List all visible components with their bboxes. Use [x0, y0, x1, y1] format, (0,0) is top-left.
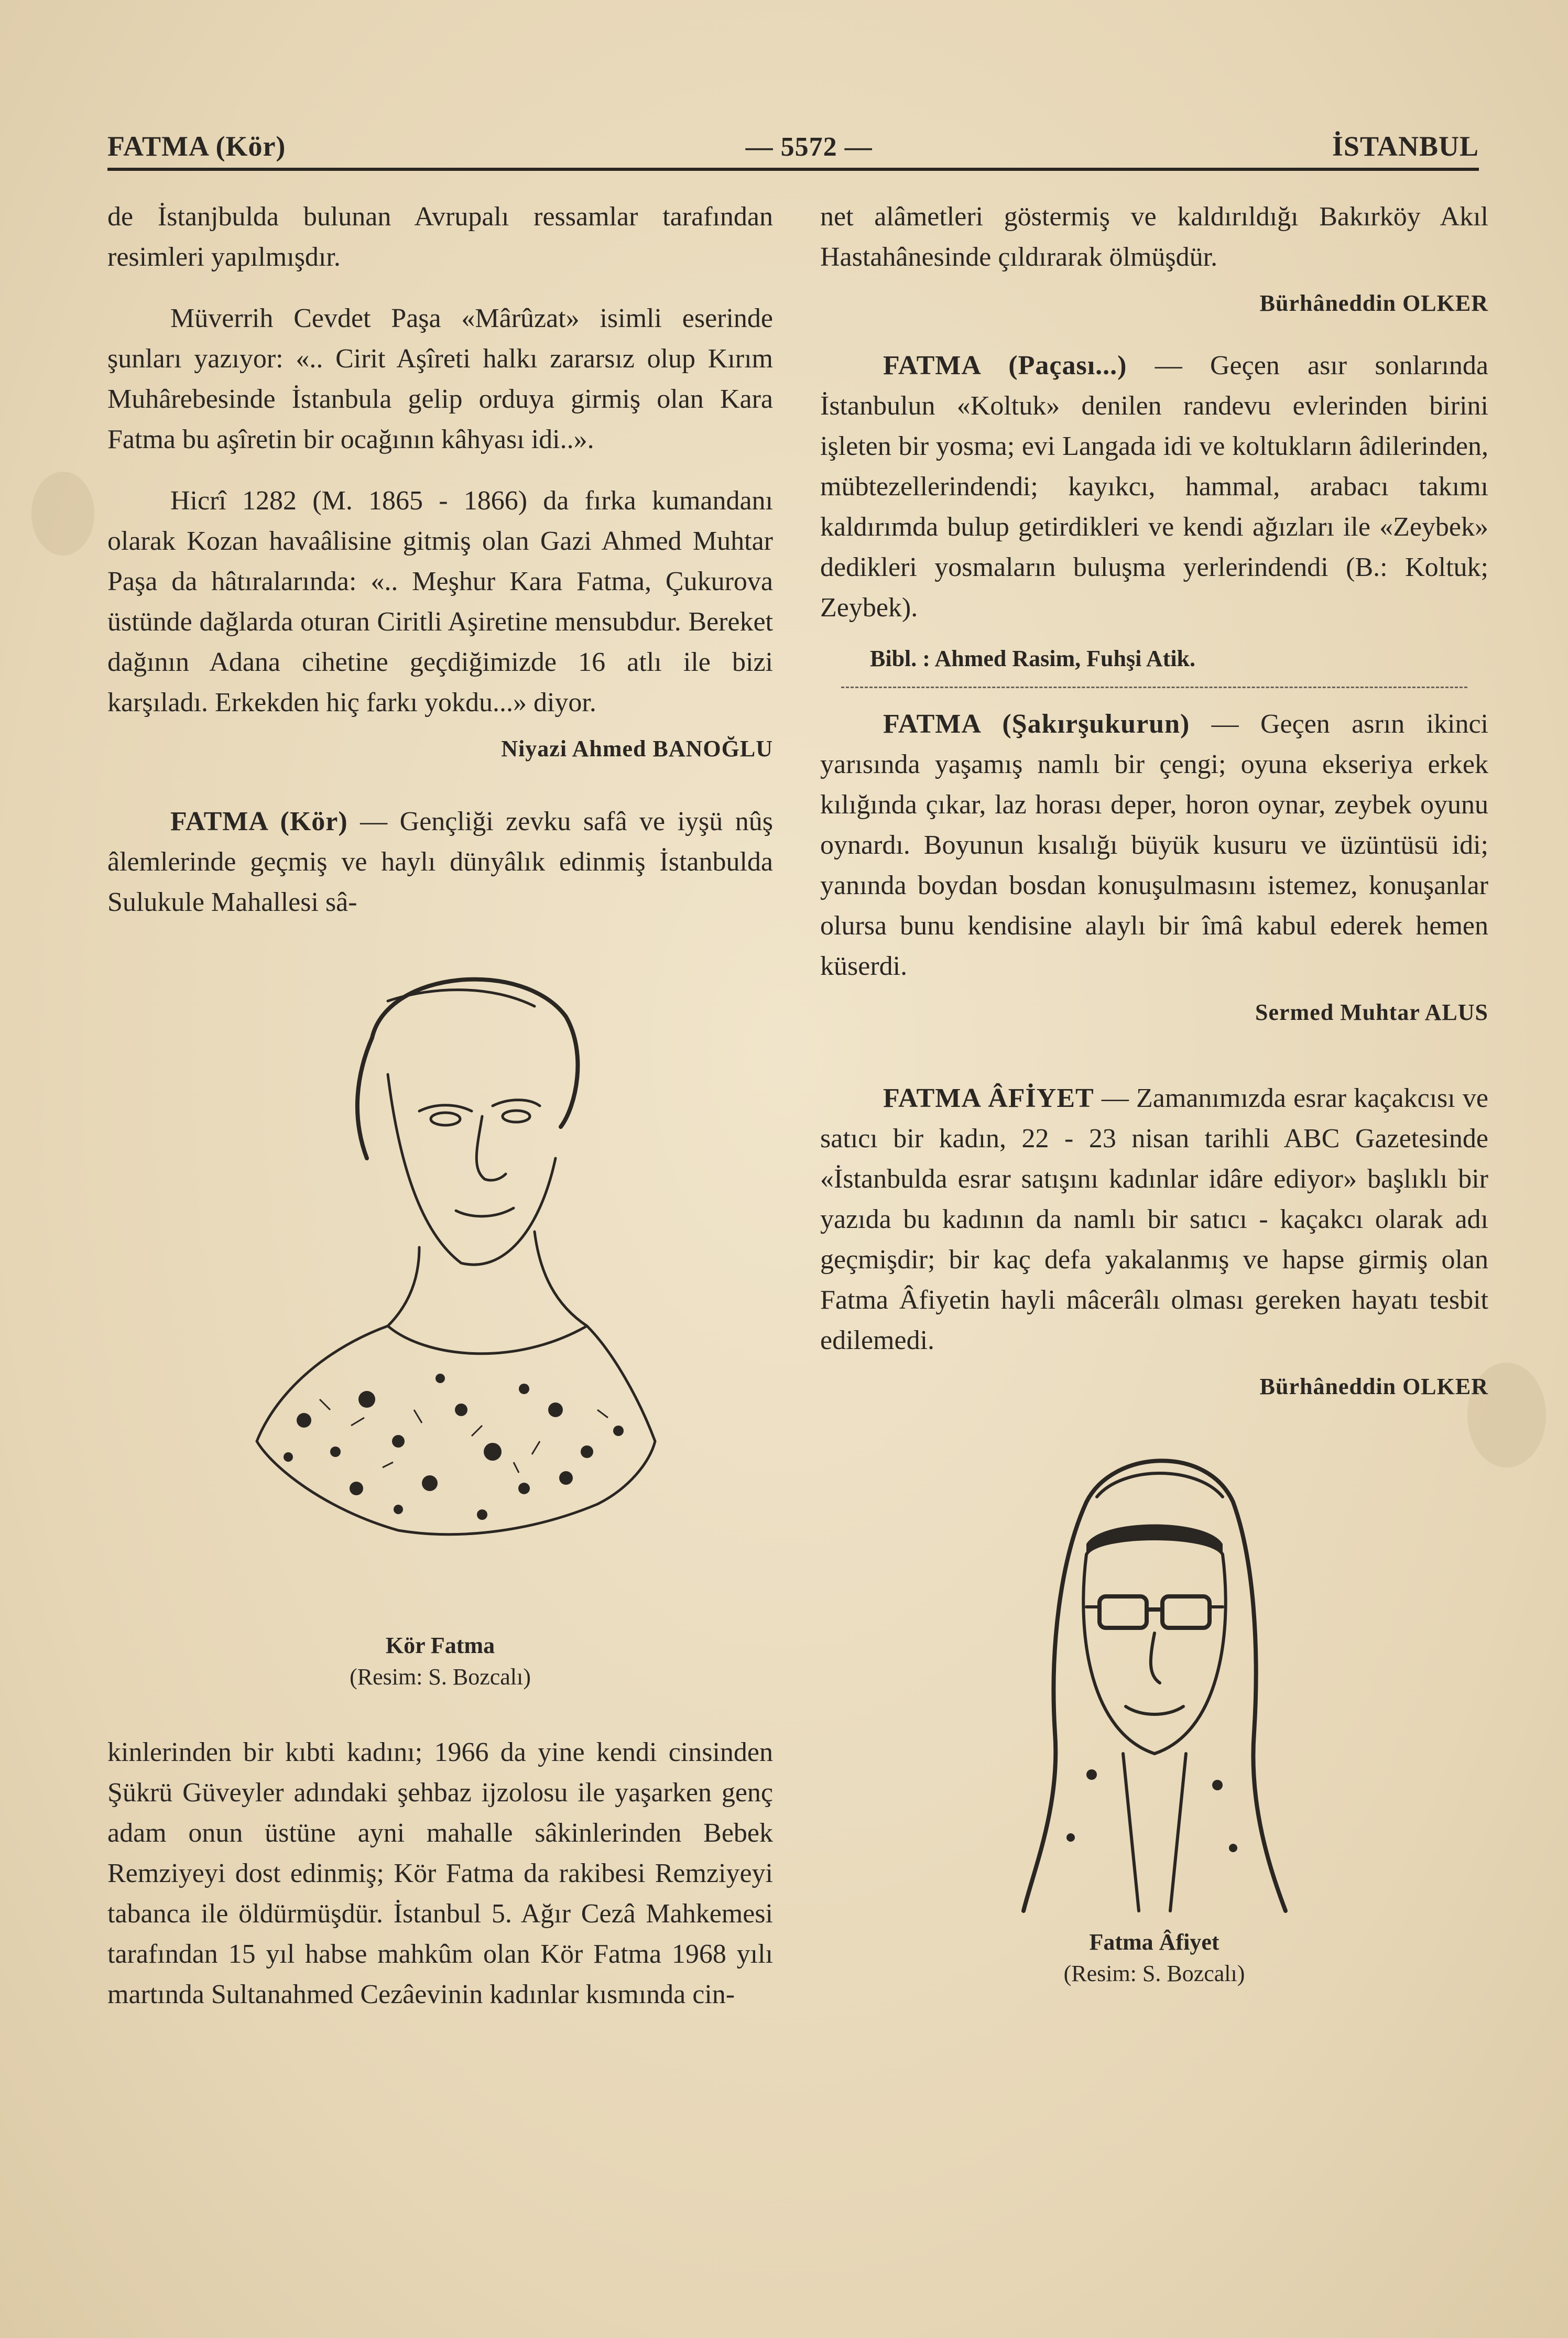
header-entry-title: FATMA (Kör) [107, 131, 286, 162]
entry-paragraph [820, 1078, 1488, 1361]
header-rule [107, 168, 1479, 171]
bibliography-line: Bibl. : Ahmed Rasim, Fuhşi Atik. [870, 646, 1196, 671]
author-signature: Sermed Muhtar ALUS [1255, 999, 1488, 1025]
author-signature: Bürhâneddin OLKER [1259, 290, 1488, 316]
paper-stain [31, 472, 94, 556]
figure-caption-name: Fatma Âfiyet [1089, 1929, 1219, 1955]
author-signature: Niyazi Ahmed BANOĞLU [501, 736, 773, 762]
paragraph: net alâmetleri göstermiş ve kaldırıldığı Bakırköy Akıl Hastahânesinde çıldırarak ölmüşdür. [820, 202, 1488, 272]
entry-headword: FATMA (Kör) [170, 807, 348, 836]
entry-text: — Geçen asır sonlarında İstanbulun «Koltuk» denilen randevu evlerinden birini işleten bir yosma; evi Langada idi ve koltukların âdilerinden, mübtezellerindendi; kayıkcı, hammal, arabacı takımı kaldırımda bulup getirdikleri ve kendi ağızları ile «Zeybek» dedikleri yosmaların buluşma yerlerindendi (B.: Koltuk; Zeybek). [820, 351, 1488, 623]
entry-text: — Zamanımızda esrar kaçakcısı ve satıcı bir kadın, 22 - 23 nisan tarihli ABC Gazetesinde «İstanbulda esrar satışını kadınlar idâre ediyor» başlıklı bir yazıda bu kadının da namlı bir satıcı - kaçakcı olarak adı geçmişdir; bir kaç defa yakalanmış ve hapse girmiş olan Fatma Âfiyetin hayli mâcerâlı olması gereken hayatı tesbit edilemedi. [820, 1083, 1488, 1355]
author-signature: Bürhâneddin OLKER [1259, 1374, 1488, 1399]
portrait-drawing [1008, 1439, 1301, 1921]
section-divider [841, 687, 1467, 688]
portrait-illustration-fatma-afiyet [1008, 1439, 1301, 1921]
header-section-title: İSTANBUL [1332, 131, 1479, 162]
entry-headword: FATMA ÂFİYET [883, 1083, 1094, 1113]
portrait-illustration-kor-fatma [199, 938, 681, 1625]
figure-caption-name: Kör Fatma [385, 1633, 495, 1658]
entry-headword: FATMA (Paçası...) [883, 351, 1127, 380]
figure-caption [107, 1630, 773, 1693]
entry-headword: FATMA (Şakırşukurun) [883, 709, 1190, 739]
paragraph: kinlerinden bir kıbti kadını; 1966 da yine kendi cinsinden Şükrü Güveyler adındaki şehbaz ijzolosu ile yaşarken genç adam onun üstüne ayni mahalle sâkinlerinden Bebek Remziyeyi dost edinmiş; Kör Fatma da rakibesi Remziyeyi tabanca ile öldürmüşdür. İstanbul 5. Ağır Cezâ Mahkemesi tarafından 15 yıl habse mahkûm olan Kör Fatma 1968 yılı martında Sultanahmed Cezâevinin kadınlar kısmında cin- [107, 1737, 773, 2009]
left-column [107, 197, 773, 2025]
portrait-drawing [199, 938, 681, 1625]
entry-paragraph [107, 801, 773, 922]
figure-caption-credit: (Resim: S. Bozcalı) [1063, 1961, 1245, 1986]
figure-caption-credit: (Resim: S. Bozcalı) [350, 1664, 531, 1690]
paragraph: Müverrih Cevdet Paşa «Mârûzat» isimli eserinde şunları yazıyor: «.. Cirit Aşîreti halkı zararsız olup Kırım Muhârebesinde İstanbula gelip orduya girmiş olan Kara Fatma bu aşîretin bir ocağının kâhyası idi..». [107, 303, 773, 454]
entry-text: — Gençliği zevku safâ ve iyşü nûş âlemlerinde geçmiş ve haylı dünyâlık edinmiş İstanbulda Sulukule Mahallesi sâ- [107, 807, 773, 917]
entry-paragraph [820, 704, 1488, 986]
running-header [107, 115, 1479, 162]
entry-paragraph [820, 345, 1488, 628]
page-number: — 5572 — [745, 132, 873, 162]
figure-caption [820, 1927, 1488, 1989]
paragraph: de İstanjbulda bulunan Avrupalı ressamlar tarafından resimleri yapılmışdır. [107, 202, 773, 272]
right-column [820, 197, 1488, 1989]
entry-text: — Geçen asrın ikinci yarısında yaşamış namlı bir çengi; oyuna ekseriya erkek kılığında çıkar, laz horası deper, horon oynar, zeybek oyunu oynardı. Boyunun kısalığı büyük kusuru ve üzüntüsü idi; yanında boydan bosdan konuşulmasını istemez, konuşanlar olursa bunu kendisine alaylı bir îmâ kabul ederek hemen küserdi. [820, 709, 1488, 981]
paragraph: Hicrî 1282 (M. 1865 - 1866) da fırka kumandanı olarak Kozan havaâlisine gitmiş olan Gazi Ahmed Muhtar Paşa da hâtıralarında: «.. Meşhur Kara Fatma, Çukurova üstünde dağlarda oturan Ciritli Aşiretine mensubdur. Bereket dağının Adana cihetine geçdiğimizde 16 atlı ile bizi karşıladı. Erkekden hiç farkı yokdu...» diyor. [107, 486, 773, 717]
